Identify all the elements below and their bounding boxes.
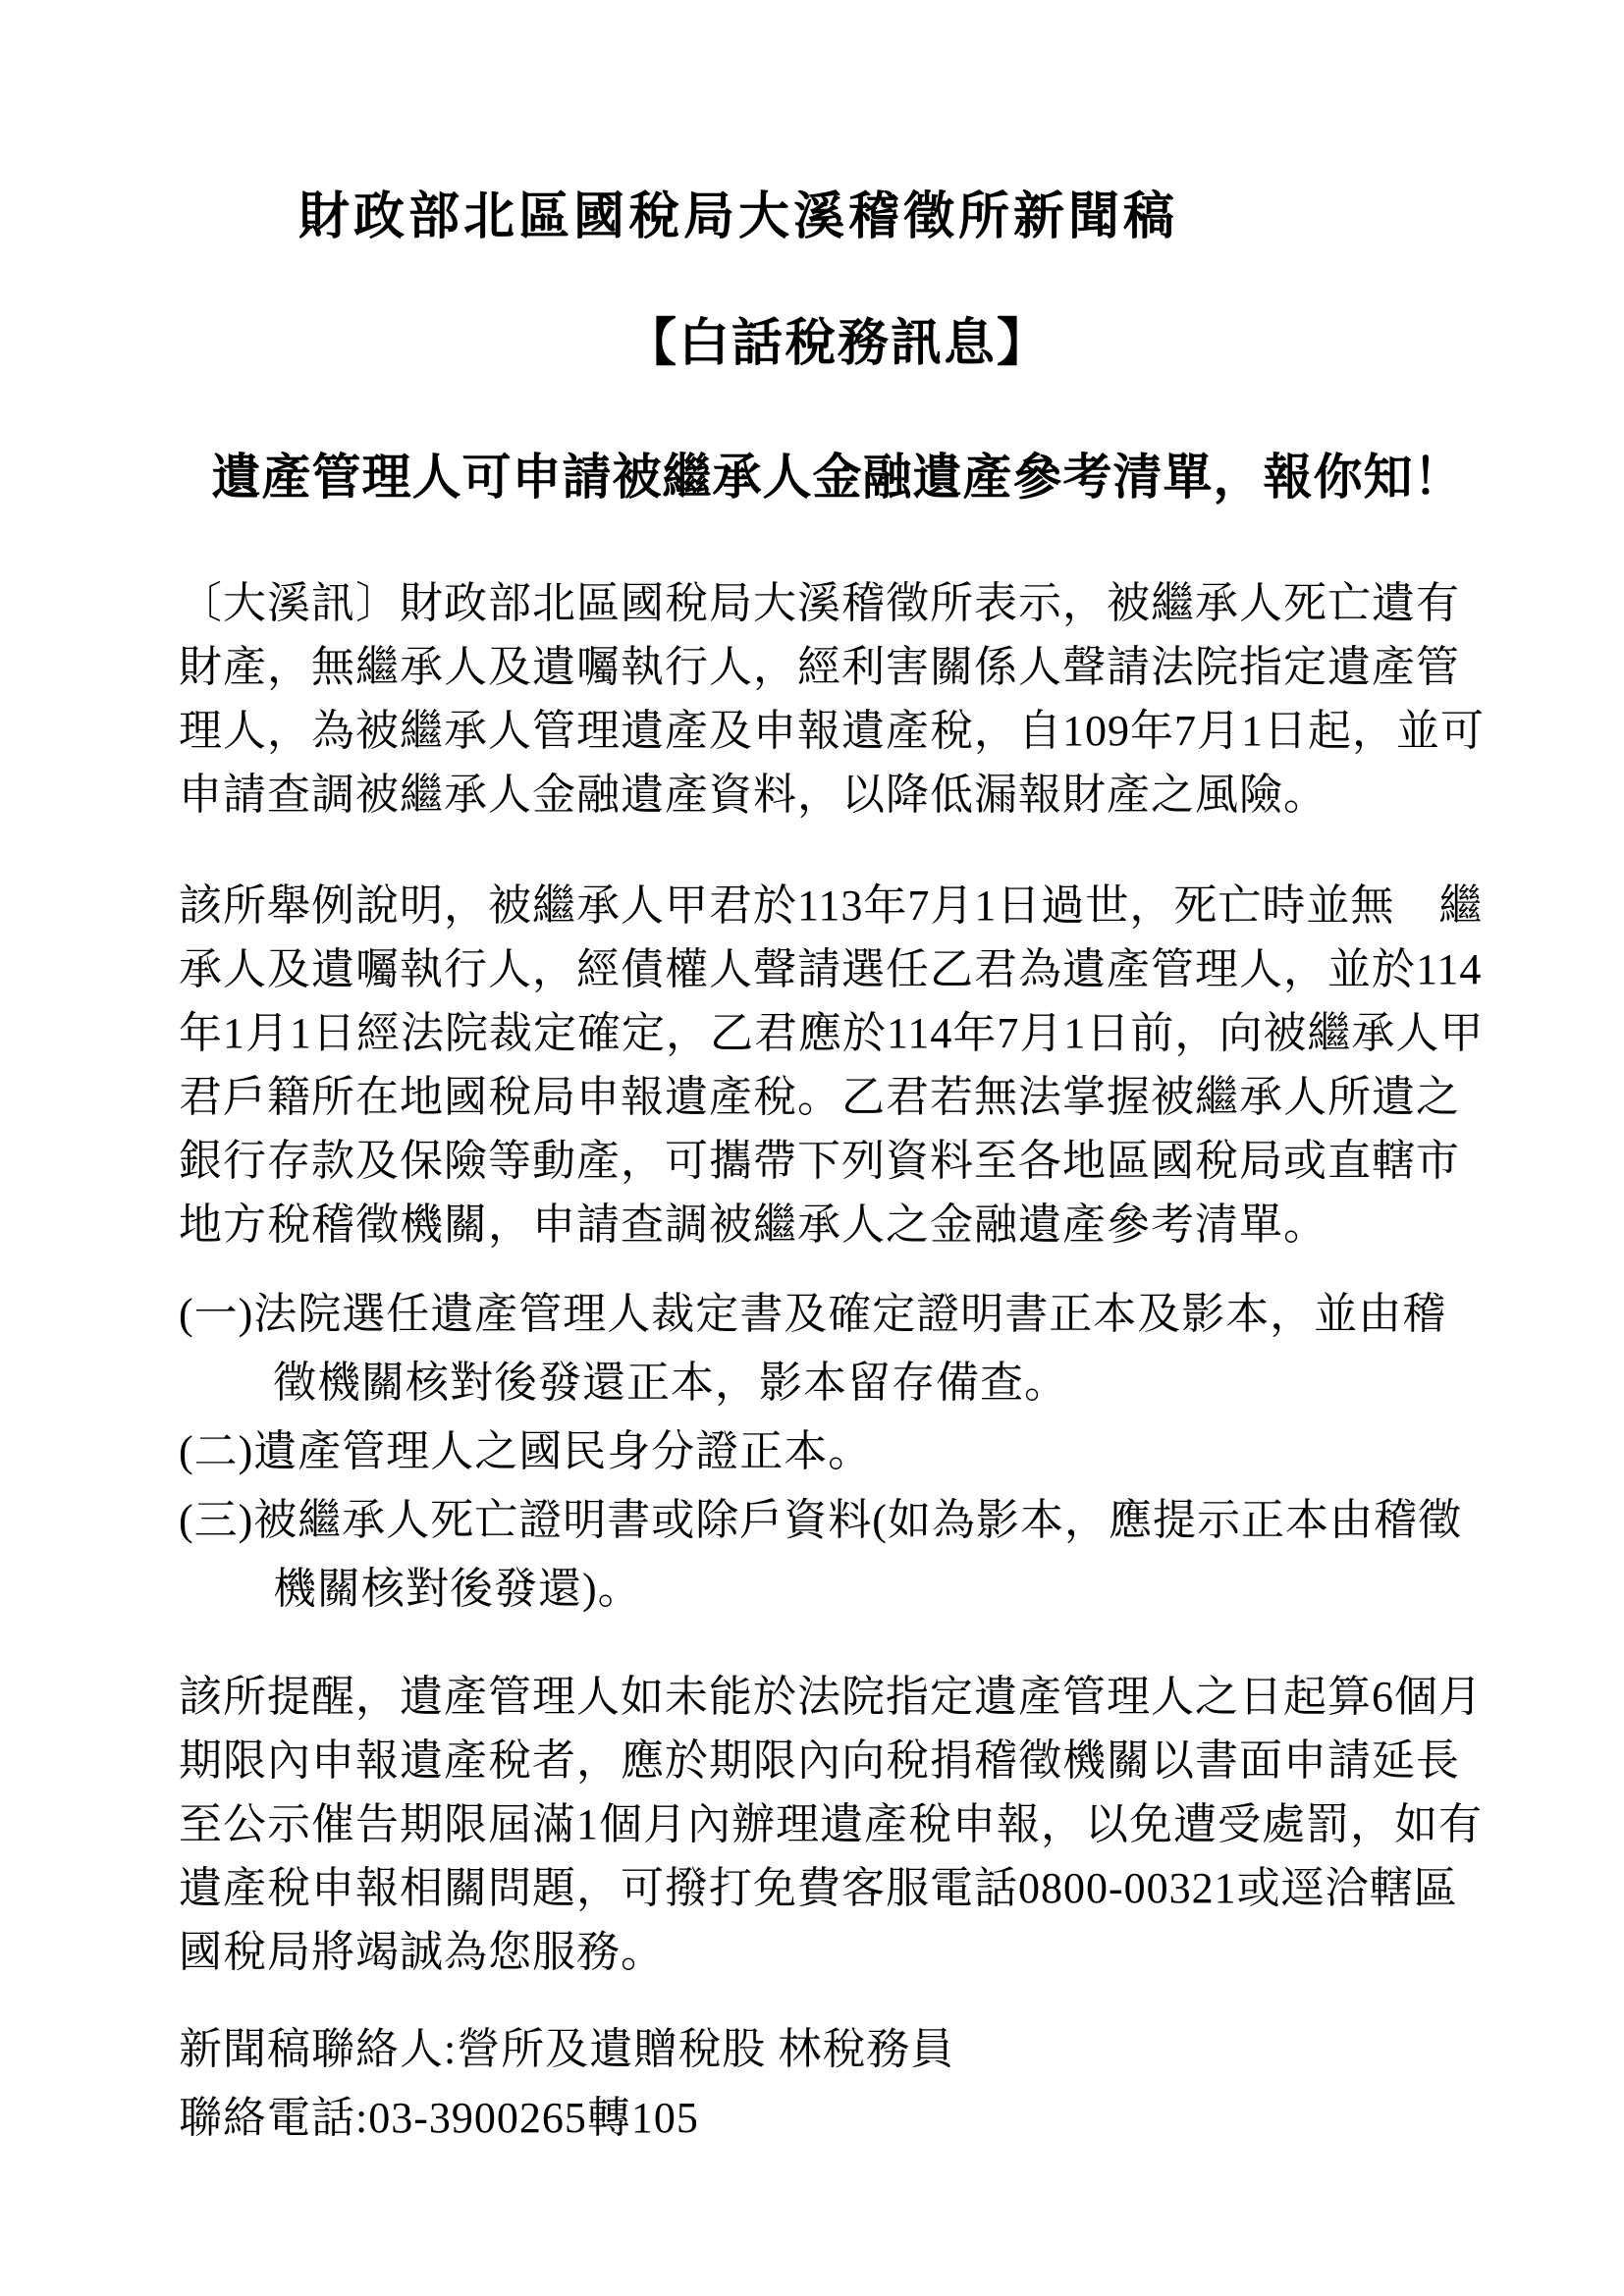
text-line: 該所提醒，遺產管理人如未能於法院指定遺產管理人之日起算6個月 <box>179 1673 1483 1721</box>
text-line: 君戶籍所在地國稅局申報遺產稅。乙君若無法掌握被繼承人所遺之 <box>179 1073 1460 1121</box>
contact-person-line: 新聞稿聯絡人:營所及遺贈稅股 林稅務員 <box>179 2025 955 2073</box>
contact-phone-line: 聯絡電話:03-3900265轉105 <box>179 2094 699 2142</box>
paragraph-intro <box>179 571 1496 827</box>
text-line: 遺產稅申報相關問題，可撥打免費客服電話0800-00321或逕洽轄區 <box>179 1864 1458 1912</box>
list-item-line: (二)遺產管理人之國民身分證正本。 <box>179 1427 873 1475</box>
press-release-subtitle: 【白話稅務訊息】 <box>624 316 1050 372</box>
text-line: 期限內申報遺產稅者，應於期限內向稅捐稽徵機關以書面申請延長 <box>179 1736 1460 1785</box>
list-item-line: (三)被繼承人死亡證明書或除戶資料(如為影本，應提示正本由稽徵 <box>179 1496 1462 1544</box>
paragraph-reminder <box>179 1665 1496 1984</box>
text-line: 該所舉例說明，被繼承人甲君於113年7月1日過世，死亡時並無 繼 <box>179 881 1484 930</box>
contact-info <box>179 2015 1496 2153</box>
paragraph-example <box>179 874 1496 1256</box>
press-release-title: 財政部北區國稅局大溪稽徵所新聞稿 <box>298 189 1179 245</box>
headline: 遺產管理人可申請被繼承人金融遺產參考清單，報你知！ <box>211 450 1464 505</box>
text-line: 承人及遺囑執行人，經債權人聲請選任乙君為遺產管理人，並於114 <box>179 945 1483 993</box>
text-line: 理人，為被繼承人管理遺產及申報遺產稅，自109年7月1日起，並可 <box>179 707 1485 755</box>
text-line: 財產，無繼承人及遺囑執行人，經利害關係人聲請法院指定遺產管 <box>179 643 1460 691</box>
list-item-line: (一)法院選任遺產管理人裁定書及確定證明書正本及影本，並由稽 <box>179 1290 1447 1338</box>
required-documents-list <box>179 1280 1496 1624</box>
text-line: 申請查調被繼承人金融遺產資料，以降低漏報財產之風險。 <box>179 771 1327 819</box>
text-line: 〔大溪訊〕財政部北區國稅局大溪稽徵所表示，被繼承人死亡遺有 <box>179 579 1460 627</box>
list-item-continuation-line: 徵機關核對後發還正本，影本留存備查。 <box>273 1359 1068 1407</box>
text-line: 至公示催告期限屆滿1個月內辦理遺產稅申報，以免遭受處罰，如有 <box>179 1800 1483 1848</box>
text-line: 銀行存款及保險等動產，可攜帶下列資料至各地區國稅局或直轄市 <box>179 1137 1460 1185</box>
list-item-continuation-line: 機關核對後發還)。 <box>273 1565 642 1613</box>
text-line: 年1月1日經法院裁定確定，乙君應於114年7月1日前，向被繼承人甲 <box>179 1009 1485 1057</box>
text-line: 地方稅稽徵機關，申請查調被繼承人之金融遺產參考清單。 <box>179 1201 1327 1249</box>
text-line: 國稅局將竭誠為您服務。 <box>179 1928 665 1976</box>
